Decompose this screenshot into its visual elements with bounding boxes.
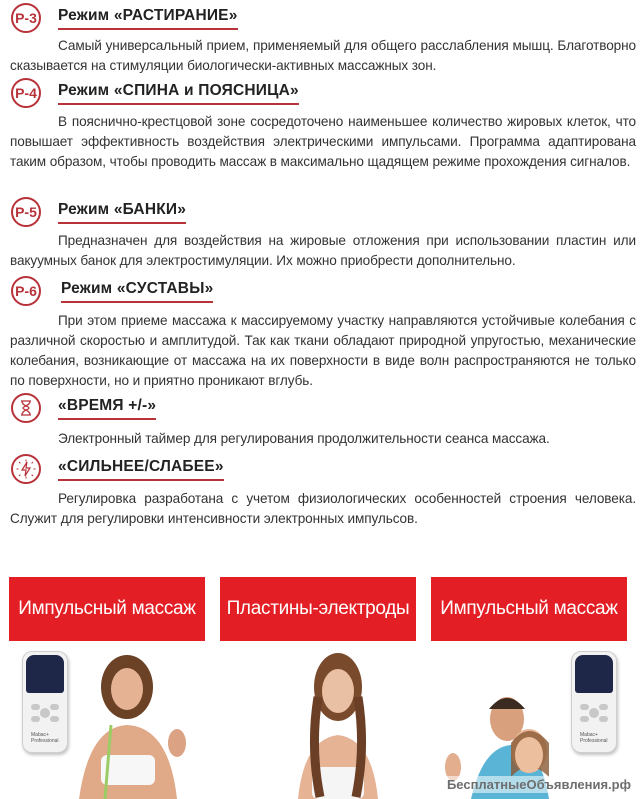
card-title: Импульсный массаж [9, 577, 205, 641]
mode-p5-section [0, 197, 640, 268]
massager-device: Mabac+ Professional [571, 651, 617, 753]
woman-with-device-photo [9, 647, 205, 799]
mode-badge-p6: P-6 [11, 276, 41, 306]
mode-badge-p4: P-4 [11, 78, 41, 108]
card-title: Пластины-электроды [220, 577, 416, 641]
mode-p4-section [0, 78, 640, 169]
hourglass-icon [11, 393, 41, 423]
intensity-control-section [0, 454, 640, 526]
mode-p6-section [0, 276, 640, 388]
mode-badge-p5: P-5 [11, 197, 41, 227]
mode-badge-p3: P-3 [11, 3, 41, 33]
product-card-electrode-pads[interactable] [220, 577, 416, 799]
mode-p3-section [0, 3, 640, 73]
mode-title-p4: Режим «СПИНА и ПОЯСНИЦА» [58, 82, 299, 105]
time-control-description: Электронный таймер для регулирования продолжительности сеанса массажа. [58, 431, 550, 446]
mode-title-p5: Режим «БАНКИ» [58, 201, 186, 224]
lightning-icon [11, 454, 41, 484]
time-control-title: «ВРЕМЯ +/-» [58, 397, 156, 420]
time-control-section [0, 393, 640, 446]
card-title: Импульсный массаж [431, 577, 627, 641]
product-card-impulse-massage[interactable] [9, 577, 205, 799]
massager-device: Mabac+ Professional [22, 651, 68, 753]
site-watermark: БесплатныеОбъявления.рф [444, 776, 634, 793]
product-cards [0, 577, 640, 799]
woman-with-braids-photo [220, 647, 416, 799]
mode-description-p5: Предназначен для воздействия на жировые отложения при использовании пластин или вакуумных банок для электростимуляции. Их можно приобрести дополнительно. [10, 233, 636, 268]
mode-description-p6: При этом приеме массажа к массируемому участку направляются устойчивые колебания с различной скоростью и амплитудой. Так как ткани обладают природной упругостью, механические колебания, возникающие от массажа на их поверхности в виде волн распространяются не только по поверхности, но и приятно проникают вглубь. [10, 313, 636, 388]
intensity-control-title: «СИЛЬНЕЕ/СЛАБЕЕ» [58, 458, 224, 481]
mode-description-p3: Самый универсальный прием, применяемый для общего расслабления мышц. Благотворно сказывается на стимуляции биологически-активных массажных зон. [10, 38, 636, 73]
mode-title-p3: Режим «РАСТИРАНИЕ» [58, 7, 238, 30]
mode-title-p6: Режим «СУСТАВЫ» [61, 280, 213, 303]
product-card-impulse-massage-couple[interactable] [431, 577, 627, 799]
intensity-control-description: Регулировка разработана с учетом физиологических особенностей строения человека. Служит для регулировки интенсивности электронных импульсов. [10, 491, 636, 526]
mode-description-p4: В пояснично-крестцовой зоне сосредоточено наименьшее количество жировых клеток, что повышает эффективность воздействия электрическими импульсами. Программа адаптирована таким образом, чтобы проводить массаж в максимально щадящем режиме прохождения сигналов. [10, 114, 636, 169]
